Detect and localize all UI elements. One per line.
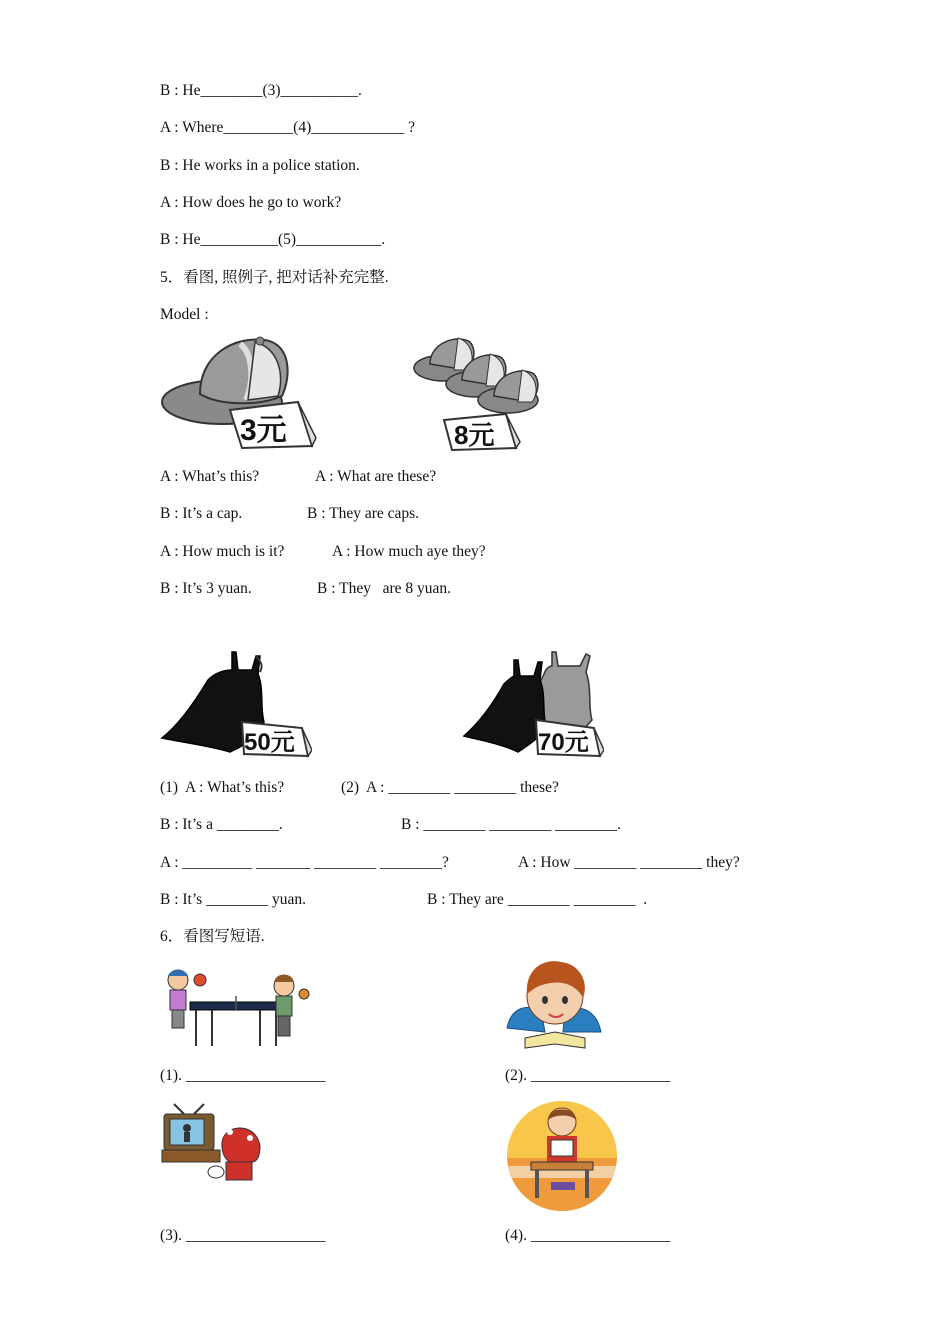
model-right-line-1: A : What are these? — [315, 468, 437, 485]
model-left-line-1: A : What’s this? — [160, 468, 260, 485]
task-right-line-3: A : How ________ ________ they? — [518, 854, 740, 871]
model-label: Model : — [160, 306, 209, 323]
cap-price-3-image — [160, 334, 320, 452]
model-right-line-4: B : They are 8 yuan. — [317, 580, 452, 597]
ping-pong-image — [160, 966, 320, 1050]
caps-price-8-image — [408, 334, 548, 452]
blank-4: (4). __________________ — [505, 1227, 671, 1244]
task-left-line-1: (1) A : What’s this? — [160, 779, 285, 796]
price-tag-50: 50元 — [244, 729, 295, 756]
boy-reading-image — [505, 1100, 619, 1212]
task-left-line-2: B : It’s a ________. — [160, 816, 283, 833]
task-left-line-3: A : _________ _______ ________ ________? — [160, 854, 449, 871]
task-right-line-1: (2) A : ________ ________ these? — [341, 779, 559, 796]
price-tag-70: 70元 — [538, 729, 589, 756]
model-right-line-2: B : They are caps. — [307, 505, 420, 522]
girl-reading-image — [505, 958, 605, 1054]
dialogue-line-3: B : He________(3)__________. — [160, 82, 362, 99]
task-left-line-4: B : It’s ________ yuan. — [160, 891, 306, 908]
dialogue-line-4: A : Where_________(4)____________ ? — [160, 119, 415, 136]
price-tag-8: 8元 — [454, 420, 495, 450]
model-left-line-2: B : It’s a cap. — [160, 505, 243, 522]
task-right-line-4: B : They are ________ ________ . — [427, 891, 648, 908]
question-5-heading: 5．看图, 照例子, 把对话补充完整. — [160, 269, 389, 286]
model-left-line-3: A : How much is it? — [160, 543, 285, 560]
blank-3: (3). __________________ — [160, 1227, 326, 1244]
blank-1: (1). __________________ — [160, 1067, 326, 1084]
question-6-heading: 6．看图写短语. — [160, 928, 265, 945]
dress-price-50-image — [160, 648, 312, 766]
task-right-line-2: B : ________ ________ ________. — [401, 816, 622, 833]
dialogue-line-works: B : He works in a police station. — [160, 157, 360, 174]
dialogue-line-5: B : He__________(5)___________. — [160, 231, 386, 248]
blank-2: (2). __________________ — [505, 1067, 671, 1084]
dialogue-line-how: A : How does he go to work? — [160, 194, 342, 211]
model-left-line-4: B : It’s 3 yuan. — [160, 580, 252, 597]
watching-tv-image — [160, 1102, 266, 1186]
model-right-line-3: A : How much aye they? — [332, 543, 486, 560]
price-tag-3: 3元 — [240, 414, 287, 447]
dresses-price-70-image — [462, 648, 604, 764]
